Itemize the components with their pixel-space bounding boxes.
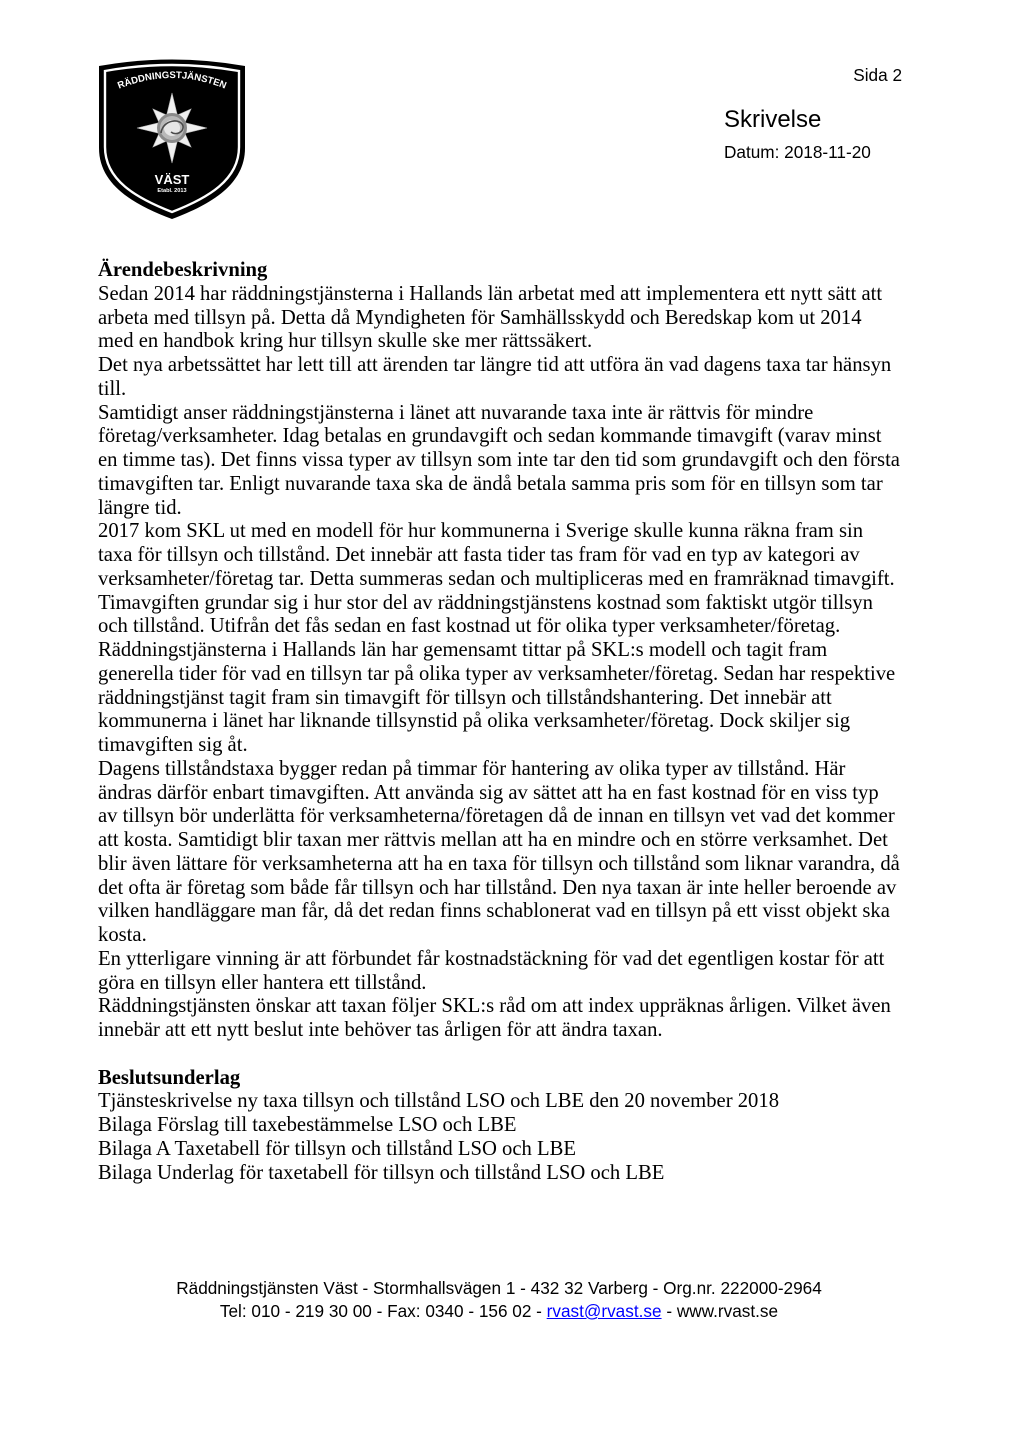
paragraph: [98, 402, 924, 521]
body-line: timavgiften tar. Enligt nuvarande taxa ska de ändå betala samma pris som för en tillsyn som tar: [98, 472, 883, 495]
body-line: Räddningstjänsterna i Hallands län har gemensamt tittar på SKL:s modell och tagit fram: [98, 639, 828, 661]
section-beslutsunderlag: [98, 1067, 924, 1186]
body-line: generella tider för vad en tillsyn tar på olika typer av verksamheter/företag. Sedan har respektive: [98, 662, 896, 685]
logo-name-text: VÄST: [154, 172, 190, 187]
body-line: och tillstånd. Utifrån det fås sedan en fast kostnad ut för olika typer verksamheter/företag.: [98, 615, 841, 638]
document-date: Datum: 2018-11-20: [724, 142, 871, 162]
body-line: Sedan 2014 har räddningstjänsterna i Hallands län arbetat med att implementera ett nytt sätt att: [98, 282, 883, 305]
paragraph: [98, 283, 924, 354]
body-line: Timavgiften grundar sig i hur stor del av räddningstjänstens kostnad som faktiskt utgör tillsyn: [98, 591, 873, 614]
logo-established-text: Etabl. 2013: [157, 188, 187, 194]
paragraph: [98, 995, 924, 1043]
body-line: Det nya arbetssättet har lett till att ärenden tar längre tid att utföra än vad dagens taxa tar hänsyn: [98, 354, 892, 376]
page-number: Sida 2: [853, 65, 902, 85]
section-arendebeskrivning: [98, 259, 924, 1043]
body-line: av tillsyn bör underlätta för verksamheterna/företagen då de innan en tillsyn vet vad det kommer: [98, 805, 895, 828]
body-line: Samtidigt anser räddningstjänsterna i länet att nuvarande taxa inte är rättvis för mindre: [98, 401, 814, 424]
body-line: timavgiften sig åt.: [98, 734, 248, 756]
section-heading: Ärendebeskrivning: [98, 259, 268, 281]
body-line: längre tid.: [98, 496, 182, 519]
logo-arc-text: RÄDDNINGSTJÄNSTEN: [116, 69, 228, 92]
paragraph: [98, 520, 924, 639]
footer-separator: -: [661, 1301, 677, 1321]
logo: [96, 56, 248, 221]
body-line: En ytterligare vinning är att förbundet får kostnadstäckning för vad det egentligen kostar för att: [98, 947, 885, 970]
footer-phone-fax: Tel: 010 - 219 30 00 - Fax: 0340 - 156 02 -: [219, 1301, 547, 1321]
body-line: blir även lättare för verksamheterna att ha en taxa för tillsyn och tillstånd som liknar varandra, då: [98, 852, 900, 875]
document-list-item: Bilaga Förslag till taxebestämmelse LSO och LBE: [98, 1114, 517, 1136]
body-line: vilken handläggare man får, då det redan finns schablonerat vad en tillsyn på ett visst objekt ska: [98, 900, 890, 923]
footer-address-line: Räddningstjänsten Väst - Stormhallsvägen 1 - 432 32 Varberg - Org.nr. 222000-2964: [176, 1278, 822, 1298]
body-line: till.: [98, 377, 127, 400]
body-line: kommunerna i länet har liknande tillsynstid på olika verksamheter/företag. Dock skiljer sig: [98, 710, 851, 733]
document-body: [98, 259, 924, 1185]
section-heading: Beslutsunderlag: [98, 1066, 241, 1089]
paragraph: [98, 758, 924, 948]
body-line: kosta.: [98, 924, 147, 946]
document-type-title: Skrivelse: [724, 106, 822, 133]
document-list-item: Bilaga Underlag för taxetabell för tillsyn och tillstånd LSO och LBE: [98, 1161, 665, 1184]
body-line: taxa för tillsyn och tillstånd. Det innebär att fasta tider tas fram för vad en typ av kategori av: [98, 544, 860, 566]
body-line: med en handbok kring hur tillsyn skulle ske mer rättssäkert.: [98, 330, 593, 353]
footer-contact-line: [98, 1300, 900, 1323]
body-line: Dagens tillståndstaxa bygger redan på timmar för hantering av olika typer av tillstånd. Här: [98, 757, 846, 780]
document-list-item: Bilaga A Taxetabell för tillsyn och tillstånd LSO och LBE: [98, 1137, 576, 1160]
body-line: en timme tas). Det finns vissa typer av tillsyn som inte tar den tid som grundavgift och den första: [98, 449, 900, 471]
body-line: verksamheter/företag tar. Detta summeras sedan och multipliceras med en framräknad timavgift.: [98, 567, 895, 590]
body-line: innebär att ett nytt beslut inte behöver tas årligen för att ändra taxan.: [98, 1019, 663, 1041]
body-line: att kosta. Samtidigt blir taxan mer rättvis mellan att ha en mindre och en större verksamhet. Det: [98, 829, 888, 851]
body-line: det ofta är företag som både får tillsyn och har tillstånd. Den nya taxan är inte heller beroende av: [98, 876, 897, 899]
document-list-item: Tjänsteskrivelse ny taxa tillsyn och tillstånd LSO och LBE den 20 november 2018: [98, 1090, 780, 1113]
footer: [98, 1277, 900, 1323]
body-line: göra en tillsyn eller hantera ett tillstånd.: [98, 971, 427, 994]
body-line: arbeta med tillsyn på. Detta då Myndigheten för Samhällsskydd och Beredskap kom ut 2014: [98, 306, 862, 329]
website-text: www.rvast.se: [676, 1301, 779, 1321]
email-link[interactable]: rvast@rvast.se: [546, 1301, 662, 1321]
body-line: Räddningstjänsten önskar att taxan följer SKL:s råd om att index uppräknas årligen. Vilket även: [98, 995, 891, 1018]
body-line: räddningstjänst tagit fram sin timavgift för tillsyn och tillståndshantering. Det innebär att: [98, 686, 832, 709]
paragraph: [98, 354, 924, 402]
paragraph: [98, 948, 924, 996]
body-line: ändras därför enbart timavgiften. Att använda sig av sättet att ha en fast kostnad för en viss typ: [98, 781, 879, 804]
paragraph: [98, 639, 924, 758]
body-line: företag/verksamheter. Idag betalas en grundavgift och sedan kommande timavgift (varav minst: [98, 425, 882, 448]
body-line: 2017 kom SKL ut med en modell för hur kommunerna i Sverige skulle kunna räkna fram sin: [98, 520, 864, 543]
